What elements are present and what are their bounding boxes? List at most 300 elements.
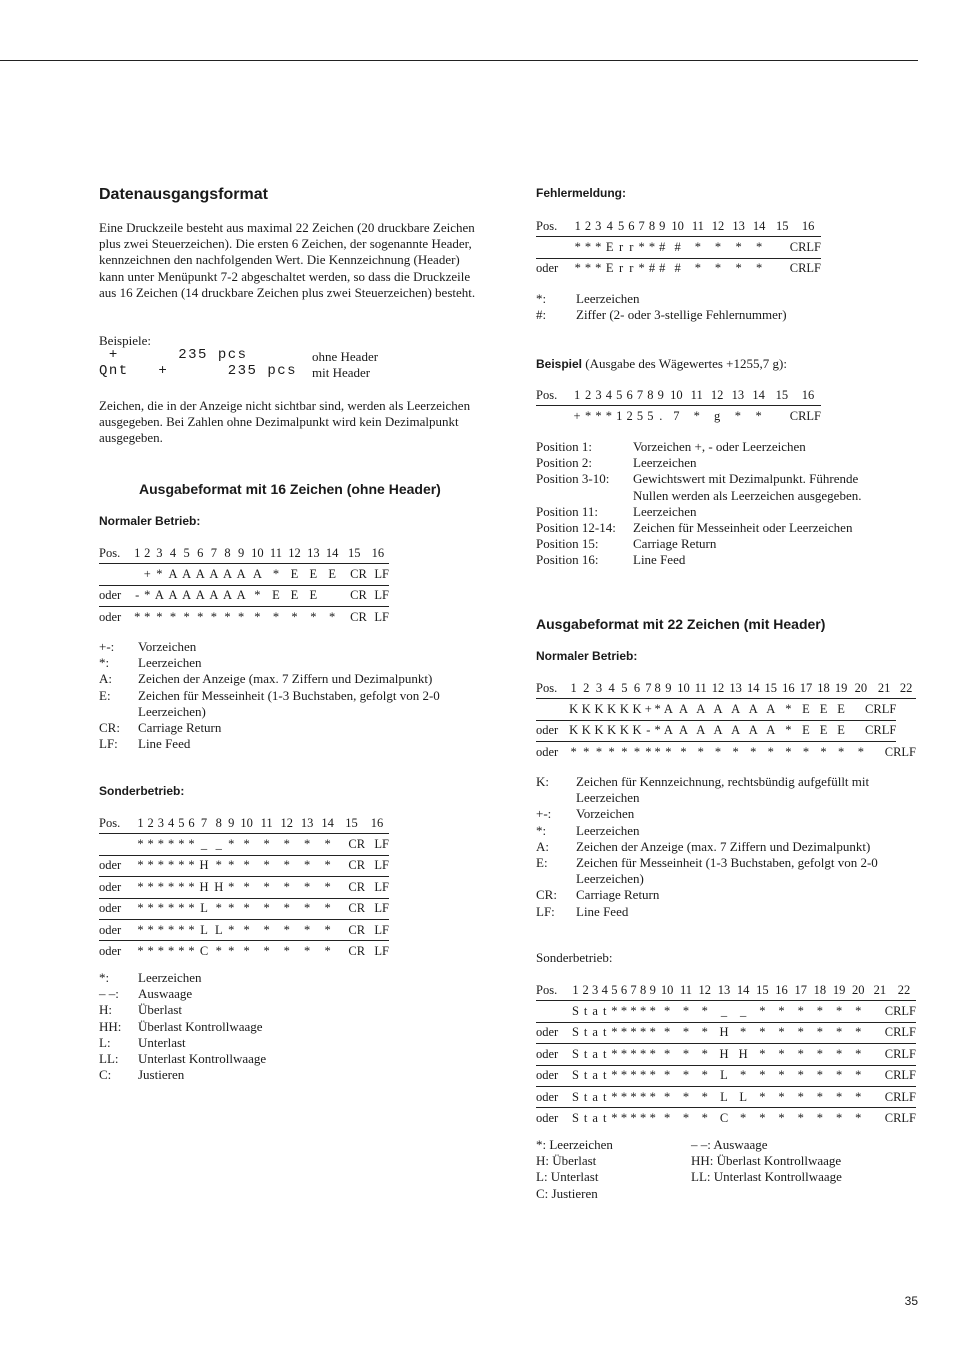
char-cell: * <box>791 1086 810 1107</box>
table-row <box>99 941 389 962</box>
char-cell: * <box>695 1065 714 1086</box>
char-cell: * <box>755 409 762 424</box>
pos-number-cell: 6 <box>631 678 644 699</box>
legend-item <box>536 439 896 455</box>
char-cell: * <box>810 1065 829 1086</box>
pos-number-cell: 9 <box>234 543 248 564</box>
char-cell: * <box>304 944 311 959</box>
legend-value: Leerzeichen <box>138 970 202 985</box>
row-label-cell: oder <box>536 744 559 759</box>
char-cell: * <box>183 609 190 624</box>
char-cell: * <box>816 1111 824 1126</box>
top-rule <box>0 60 918 61</box>
char-cell: * <box>830 1001 849 1022</box>
table-row <box>99 607 389 628</box>
char-cell: * <box>734 1022 753 1043</box>
example2-display: Qnt + 235 pcs <box>99 363 298 379</box>
char-cell: * <box>797 1111 804 1126</box>
char-cell: E <box>815 699 833 720</box>
char-cell: A <box>692 720 709 741</box>
char-cell: * <box>236 877 256 898</box>
char-cell: A <box>762 720 780 741</box>
table-row <box>536 406 821 427</box>
pos-number-cell: 4 <box>600 980 610 1001</box>
char-cell: * <box>680 744 687 759</box>
char-cell: r <box>616 237 626 258</box>
char-cell: _ <box>734 1001 753 1022</box>
char-cell: * <box>697 744 704 759</box>
legend-item <box>536 839 911 855</box>
char-cell: r <box>629 261 634 276</box>
char-cell: * <box>178 944 185 959</box>
pos-number-cell: 3 <box>593 385 603 406</box>
char-cell: * <box>167 944 175 959</box>
example-rest: (Ausgabe des Wägewertes +1255,7 g): <box>582 356 787 371</box>
legend-key: L: <box>99 1034 111 1050</box>
char-cell: * <box>317 855 337 876</box>
table-row <box>536 1044 916 1065</box>
char-cell: L <box>714 1065 733 1086</box>
pos-number-cell: 12 <box>709 678 727 699</box>
char-cell: * <box>791 1044 810 1065</box>
char-cell: * <box>849 1044 868 1065</box>
char-cell: * <box>215 944 222 959</box>
char-cell: a <box>590 1022 600 1043</box>
char-cell: * <box>610 1022 620 1043</box>
char-cell: * <box>277 898 297 919</box>
legend-value: Leerzeichen <box>576 822 640 838</box>
legend-key: Position 12-14: <box>536 520 616 536</box>
char-cell: * <box>585 409 592 424</box>
char-cell: * <box>254 609 261 624</box>
control-char-cell: LF <box>365 898 389 919</box>
char-cell: * <box>135 898 145 919</box>
row-label-cell <box>99 564 133 585</box>
char-cell: L <box>197 898 212 919</box>
control-char-cell: CR <box>338 834 365 855</box>
char-cell: * <box>638 1001 648 1022</box>
char-cell: * <box>277 877 297 898</box>
control-char-cell: CRLF <box>868 1022 916 1043</box>
char-cell: * <box>610 1044 620 1065</box>
table-row <box>536 742 916 763</box>
pos-number-cell: 16 <box>367 543 389 564</box>
char-cell: * <box>653 699 662 720</box>
normal-legend-22 <box>536 774 911 920</box>
char-cell: * <box>695 1001 714 1022</box>
pos-number-cell: 8 <box>638 980 648 1001</box>
legend-value: Zeichen der Anzeige (max. 7 Ziffern und Dezimalpunkt) <box>576 838 871 854</box>
char-cell: + <box>643 699 653 720</box>
control-char-cell: CR <box>342 564 367 585</box>
char-cell: A <box>248 564 267 585</box>
char-cell: A <box>662 699 675 720</box>
legend-key: A: <box>536 838 549 854</box>
char-cell: + <box>573 409 581 424</box>
char-cell: * <box>257 855 277 876</box>
pos-number-cell: 3 <box>590 980 600 1001</box>
pos-number-cell: 5 <box>180 543 194 564</box>
control-char-cell: LF <box>365 877 389 898</box>
char-cell: * <box>610 1086 620 1107</box>
char-cell: * <box>810 1086 829 1107</box>
legend-value: Zeichen für Kennzeichnung, rechtsbündig aufgefüllt mit Leerzeichen <box>576 774 870 806</box>
pos-number-cell: 1 <box>570 980 581 1001</box>
normal-legend-16 <box>99 639 479 752</box>
pos-number-cell: 12 <box>707 385 728 406</box>
pos-number-cell: 10 <box>248 543 267 564</box>
row-label-cell: oder <box>99 855 135 876</box>
page-title: Datenausgangsformat <box>99 186 268 203</box>
char-cell: * <box>857 744 864 759</box>
pos-number-cell: 6 <box>193 543 207 564</box>
char-cell: * <box>621 744 628 759</box>
legend-value: Leerzeichen <box>633 503 697 519</box>
char-cell: * <box>772 1065 791 1086</box>
char-cell: A <box>207 564 221 585</box>
table-row <box>536 699 916 720</box>
pos-number-cell: 12 <box>695 980 714 1001</box>
char-cell: * <box>810 1022 829 1043</box>
char-cell: * <box>134 609 141 624</box>
legend-item <box>536 904 911 920</box>
char-cell: * <box>693 409 700 424</box>
char-cell: _ <box>714 1001 733 1022</box>
legend-value: Carriage Return <box>633 536 717 552</box>
legend-value: Ziffer (2- oder 3-stellige Fehlernummer) <box>576 307 787 323</box>
legend-value: Unterlast Kontrollwaage <box>138 1051 267 1067</box>
char-cell: * <box>780 720 798 741</box>
example1-note: ohne Header <box>312 349 379 364</box>
legend-value: Leerzeichen <box>576 291 640 306</box>
control-char-cell: CRLF <box>868 1065 916 1086</box>
legend-item <box>99 1067 479 1083</box>
row-label-cell: oder <box>99 944 122 959</box>
legend-item <box>99 639 479 655</box>
char-cell: * <box>608 744 615 759</box>
char-cell: * <box>810 1001 829 1022</box>
char-cell: K <box>593 699 606 720</box>
pos-number-cell: 22 <box>896 678 916 699</box>
char-cell: K <box>631 720 644 741</box>
control-char-cell: CRLF <box>789 261 821 276</box>
special-legend-16 <box>99 970 479 1083</box>
row-label-cell: oder <box>536 720 567 741</box>
legend-item <box>536 806 911 822</box>
char-cell: * <box>756 261 763 276</box>
char-cell: * <box>653 720 662 741</box>
legend-value: Zeichen der Anzeige (max. 7 Ziffern und Dezimalpunkt) <box>138 671 433 687</box>
normal-table-22 <box>536 678 916 763</box>
char-cell: t <box>600 1001 610 1022</box>
char-cell: * <box>820 744 827 759</box>
pos-number-cell: 8 <box>653 678 662 699</box>
pos-number-cell: 19 <box>832 678 850 699</box>
char-cell: * <box>186 919 196 940</box>
char-cell: * <box>228 944 235 959</box>
char-cell: 5 <box>647 409 654 424</box>
legend-value: Überlast <box>138 1002 183 1018</box>
char-cell: E <box>323 564 342 585</box>
char-cell: A <box>762 699 780 720</box>
char-cell: * <box>688 237 708 258</box>
control-char-cell: CRLF <box>868 1086 916 1107</box>
char-cell: * <box>658 1022 677 1043</box>
char-cell: * <box>640 1111 647 1126</box>
char-cell: . <box>659 409 663 424</box>
char-cell: * <box>147 944 154 959</box>
char-cell: H <box>714 1044 733 1065</box>
row-label-cell: oder <box>99 919 135 940</box>
char-cell: * <box>753 1022 772 1043</box>
char-cell: * <box>574 261 581 276</box>
pos-number-cell: 8 <box>211 813 226 834</box>
legend-item <box>536 471 896 503</box>
legend-item: L: Unterlast <box>536 1169 599 1185</box>
table-row <box>536 1086 916 1107</box>
legend-key: *: <box>536 822 547 838</box>
char-cell: * <box>791 1022 810 1043</box>
legend-value: Zeichen für Messeinheit (1-3 Buchstaben, gefolgt von 2-0 Leerzeichen) <box>138 687 440 719</box>
char-cell: * <box>734 409 741 424</box>
char-cell: E <box>832 720 850 741</box>
char-cell: * <box>791 1001 810 1022</box>
char-cell: A <box>180 585 194 606</box>
row-label-cell: oder <box>99 898 135 919</box>
char-cell: * <box>317 877 337 898</box>
pos-number-cell: 15 <box>342 543 367 564</box>
char-cell: * <box>664 1111 671 1126</box>
char-cell: * <box>695 1044 714 1065</box>
legend-key: Position 1: <box>536 439 592 454</box>
pos-number-cell: 5 <box>614 385 624 406</box>
char-cell: H <box>197 855 212 876</box>
pos-number-cell: 14 <box>748 385 769 406</box>
char-cell: * <box>257 898 277 919</box>
char-cell: * <box>658 1065 677 1086</box>
char-cell: * <box>750 744 757 759</box>
char-cell: t <box>603 1111 607 1126</box>
pos-number-cell: 16 <box>795 385 821 406</box>
pos-number-cell: 4 <box>603 216 616 237</box>
char-cell: L <box>211 919 226 940</box>
char-cell: * <box>317 919 337 940</box>
char-cell: * <box>629 1001 639 1022</box>
char-cell: t <box>581 1086 591 1107</box>
legend-item <box>536 455 896 471</box>
table-row <box>536 1022 916 1043</box>
char-cell: * <box>584 261 592 276</box>
char-cell: * <box>677 1044 695 1065</box>
char-cell: - <box>643 720 653 741</box>
legend-item <box>99 655 479 671</box>
pos-number-cell: 21 <box>872 678 896 699</box>
char-cell: A <box>709 720 727 741</box>
char-cell: E <box>267 585 285 606</box>
table-row <box>536 1065 916 1086</box>
control-char-cell: CRLF <box>850 720 896 741</box>
row-label-cell: oder <box>536 1086 570 1107</box>
char-cell: _ <box>211 834 226 855</box>
char-cell: A <box>166 564 180 585</box>
control-char-cell: CR <box>342 585 367 606</box>
char-cell: # <box>648 261 656 276</box>
char-cell: A <box>153 585 167 606</box>
control-char-cell: CRLF <box>789 409 821 424</box>
char-cell: A <box>193 564 207 585</box>
char-cell: * <box>694 261 701 276</box>
char-cell: * <box>735 261 742 276</box>
pos-number-cell: 14 <box>749 216 770 237</box>
example-bold: Beispiel <box>536 357 583 371</box>
char-cell: * <box>297 898 317 919</box>
pos-number-cell: 11 <box>687 385 707 406</box>
char-cell: * <box>677 1022 695 1043</box>
char-cell: a <box>590 1086 600 1107</box>
legend-value: Gewichtswert mit Dezimalpunkt. Führende Nullen werden als Leerzeichen ausgegeben. <box>633 471 862 503</box>
control-char-cell: CRLF <box>884 744 916 759</box>
char-cell: * <box>135 877 145 898</box>
pos-number-cell: 16 <box>780 678 798 699</box>
char-cell: A <box>692 699 709 720</box>
pos-number-cell: 9 <box>648 980 658 1001</box>
pos-number-cell: 2 <box>142 543 153 564</box>
char-cell: * <box>629 1086 639 1107</box>
char-cell: * <box>849 1086 868 1107</box>
char-cell: * <box>665 744 672 759</box>
pos-number-cell: 1 <box>571 385 583 406</box>
table-row <box>99 855 389 876</box>
char-cell: * <box>695 1086 714 1107</box>
char-cell: * <box>780 699 798 720</box>
char-cell: E <box>285 585 304 606</box>
pos-number-cell: 5 <box>176 813 186 834</box>
legend-item <box>536 855 911 887</box>
pos-number-cell: 5 <box>618 678 631 699</box>
char-cell: * <box>648 1022 658 1043</box>
pos-number-cell: 9 <box>656 385 666 406</box>
legend-value: Vorzeichen <box>138 639 197 654</box>
example1-display: + 235 pcs <box>99 347 248 363</box>
example2-note: mit Header <box>312 365 371 380</box>
char-cell: * <box>682 1111 690 1126</box>
char-cell: + <box>142 564 153 585</box>
char-cell: r <box>619 261 624 276</box>
char-cell: * <box>619 1044 629 1065</box>
char-cell: * <box>243 944 250 959</box>
control-char-cell: LF <box>365 834 389 855</box>
pos-number-cell: 20 <box>849 980 868 1001</box>
char-cell: * <box>810 1044 829 1065</box>
legend-value: Line Feed <box>138 736 191 752</box>
table-header-row <box>536 980 916 1001</box>
char-cell: t <box>581 1022 591 1043</box>
legend-item <box>99 1019 479 1035</box>
table-row <box>536 237 821 258</box>
pos-number-cell: 12 <box>708 216 729 237</box>
char-cell: * <box>236 834 256 855</box>
char-cell: * <box>137 944 144 959</box>
normal-table-16 <box>99 543 389 628</box>
pos-number-cell: 7 <box>635 385 645 406</box>
pos-number-cell: 8 <box>645 385 655 406</box>
legend-key: Position 11: <box>536 503 599 519</box>
char-cell: a <box>592 1111 598 1126</box>
pos-number-cell: 14 <box>734 980 753 1001</box>
char-cell: C <box>199 944 209 959</box>
pos-number-cell: 13 <box>714 980 733 1001</box>
control-char-cell: CR <box>338 855 365 876</box>
char-cell: L <box>734 1086 753 1107</box>
row-label-cell: oder <box>536 1111 559 1126</box>
char-cell: * <box>263 944 270 959</box>
char-cell: * <box>701 1111 708 1126</box>
legend-key: H: <box>99 1002 112 1018</box>
char-cell: * <box>633 744 641 759</box>
pos-number-cell: 9 <box>662 678 675 699</box>
char-cell: A <box>166 585 180 606</box>
pos-header-cell: Pos. <box>536 385 571 406</box>
char-cell: K <box>618 720 631 741</box>
table-header-row <box>536 385 821 406</box>
special-table-22 <box>536 980 916 1129</box>
char-cell: * <box>619 1022 629 1043</box>
legend-item: *: Leerzeichen <box>536 1137 613 1152</box>
char-cell: * <box>610 1001 620 1022</box>
char-cell: * <box>837 744 845 759</box>
pos-number-cell: 10 <box>666 385 687 406</box>
char-cell: * <box>226 919 236 940</box>
pos-number-cell: 8 <box>647 216 657 237</box>
legend-item <box>99 970 479 986</box>
legend-key: +-: <box>536 806 552 822</box>
char-cell: A <box>234 564 248 585</box>
pos-number-cell: 17 <box>797 678 815 699</box>
char-cell: * <box>610 1065 620 1086</box>
pos-number-cell: 11 <box>692 678 709 699</box>
char-cell: * <box>317 834 337 855</box>
legend-key: LL: <box>99 1051 119 1067</box>
char-cell: K <box>580 720 593 741</box>
char-cell: _ <box>197 834 212 855</box>
error-label: Fehlermeldung: <box>536 186 627 200</box>
pos-number-cell: 2 <box>580 678 593 699</box>
char-cell: * <box>226 877 236 898</box>
row-label-cell: oder <box>536 1022 570 1043</box>
legend-item <box>99 1035 479 1051</box>
char-cell: * <box>156 834 166 855</box>
char-cell: * <box>186 877 196 898</box>
normal-label-16: Normaler Betrieb: <box>99 514 201 528</box>
table-row <box>99 834 389 855</box>
legend-key: LF: <box>99 736 118 752</box>
pos-number-cell: 9 <box>657 216 667 237</box>
char-cell: * <box>785 744 792 759</box>
legend-item <box>691 1186 911 1202</box>
legend-key: +-: <box>99 639 115 654</box>
char-cell: * <box>654 744 661 759</box>
char-cell: * <box>629 1065 639 1086</box>
legend-key: CR: <box>99 720 120 736</box>
char-cell: A <box>675 720 693 741</box>
char-cell: A <box>234 585 248 606</box>
char-cell: * <box>767 744 774 759</box>
char-cell: r <box>626 237 636 258</box>
pos-number-cell: 17 <box>791 980 810 1001</box>
char-cell: a <box>590 1001 600 1022</box>
char-cell: * <box>753 1001 772 1022</box>
char-cell: * <box>740 1111 747 1126</box>
